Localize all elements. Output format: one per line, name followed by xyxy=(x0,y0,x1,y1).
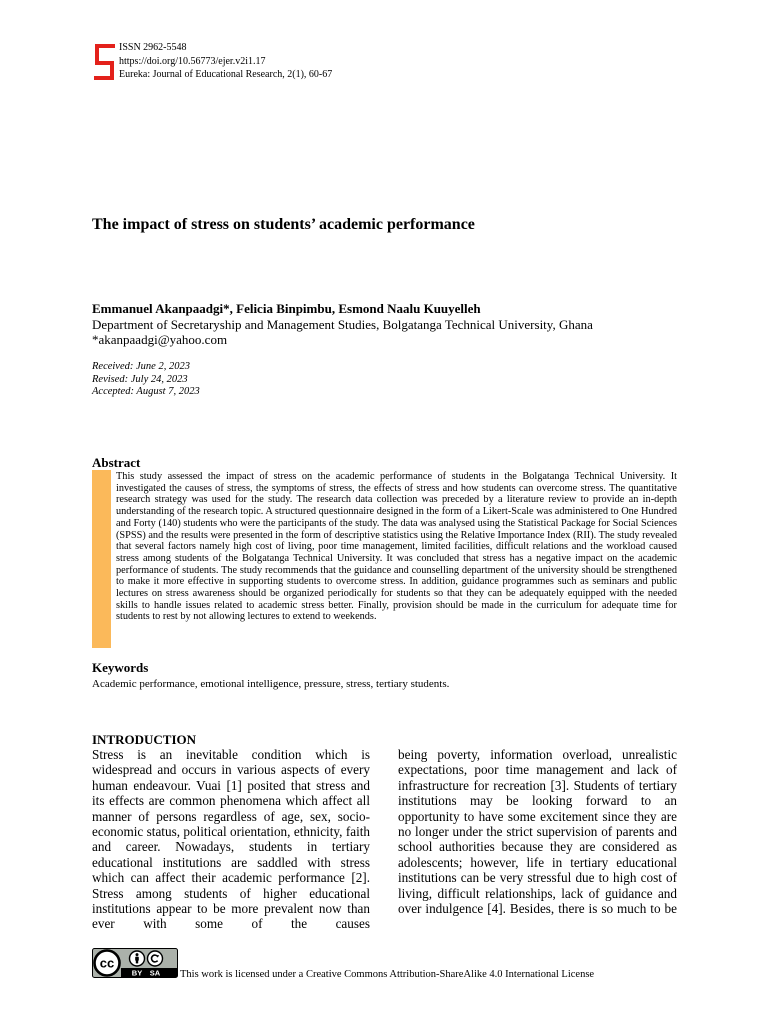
author-names: Emmanuel Akanpaadgi*, Felicia Binpimbu, Esmond Naalu Kuuyelleh xyxy=(92,301,481,316)
keywords-text: Academic performance, emotional intelligence, pressure, stress, tertiary students. xyxy=(92,678,450,690)
article-dates xyxy=(92,361,200,399)
badge-sa-label: SA xyxy=(149,968,161,978)
cc-label: cc xyxy=(99,955,115,971)
abstract-heading: Abstract xyxy=(92,455,141,470)
journal-logo xyxy=(92,42,117,82)
license-text[interactable]: This work is licensed under a Creative Commons Attribution-ShareAlike 4.0 International License xyxy=(180,969,595,980)
revised-date: Revised: July 24, 2023 xyxy=(92,373,188,385)
keywords-heading: Keywords xyxy=(92,660,149,675)
cc-by-sa-badge[interactable] xyxy=(92,948,178,978)
corresponding-email[interactable]: *akanpaadgi@yahoo.com xyxy=(92,332,228,347)
article-title: The impact of stress on students’ academic performance xyxy=(92,216,475,233)
abstract-text: This study assessed the impact of stress on the academic performance of students in the Bolgatanga Technical University. It investigated the causes of stress, the symptoms of stress, the effects of stress and how students can overcome stress. The quantitative research strategy was used for the study. The research data collection was preceded by a literature review to provide an in-depth understanding of the research topic. A structured questionnaire designed in the form of a Likert-Scale was administered to One Hundred and Forty (140) students who were the participants of the study. The data was analysed using the Statistical Package for Social Sciences (SPSS) and the results were presented in the form of descriptive statistics using the Relative Importance Index (RII). The study revealed that several factors namely high cost of living, poor time management, limited facilities, difficult relations and the workload caused stress among students of the Bolgatanga Technical University. It was concluded that stress has a negative impact on the academic performance of students. The study recommends that the guidance and counselling department of the university should be strengthened to make it more effective in supporting students to overcome stress. In addition, guidance programmes such as seminars and public lectures on stress awareness should be organized periodically for students so that they can be adequately equipped with the needed skills to handle issues related to academic stress better. Finally, provision should be made in the curriculum for adequate time for students to rest by not allowing lectures to extend to weekends. xyxy=(116,471,677,623)
affiliation: Department of Secretaryship and Management Studies, Bolgatanga Technical University, Ghana xyxy=(92,316,593,332)
share-alike-icon xyxy=(148,951,163,966)
attribution-icon xyxy=(130,951,145,966)
doi-link[interactable]: https://doi.org/10.56773/ejer.v2i1.17 xyxy=(119,55,266,67)
masthead xyxy=(119,41,332,82)
accepted-date: Accepted: August 7, 2023 xyxy=(92,386,200,398)
introduction-heading: INTRODUCTION xyxy=(92,732,197,747)
intro-column-left: Stress is an inevitable condition which is widespread and occurs in various aspects of every human endeavour. Vuai [1] posited that stress and its effects are common phenomena which affect all manner of persons regardless of age, sex, socio-economic status, political orientation, ethnicity, faith and career. Nowadays, students in tertiary educational institutions are saddled with stress which can affect their academic performance [2]. Stress among students of higher educational institutions appear to be more prevalent now than ever with some of the causes xyxy=(92,747,370,932)
cc-icon xyxy=(95,951,120,976)
abstract-accent-bar xyxy=(92,470,111,648)
journal-citation: Eureka: Journal of Educational Research, 2(1), 60-67 xyxy=(119,69,333,80)
badge-by-label: BY xyxy=(131,968,143,978)
issn-text: ISSN 2962-5548 xyxy=(119,42,187,53)
intro-column-right: being poverty, information overload, unrealistic expectations, poor time management and lack of infrastructure for recreation [3]. Students of tertiary institutions may be looking forward to an opportunity to have some excitement since they are no longer under the strict supervision of parents and school authorities because they are considered as adolescents; however, life in tertiary educational institutions can be very stressful due to high cost of living, difficult relationships, lack of guidance and over indulgence [4]. Besides, there is so much to be xyxy=(398,747,677,917)
authors-block xyxy=(92,301,732,348)
received-date: Received: June 2, 2023 xyxy=(92,361,190,372)
